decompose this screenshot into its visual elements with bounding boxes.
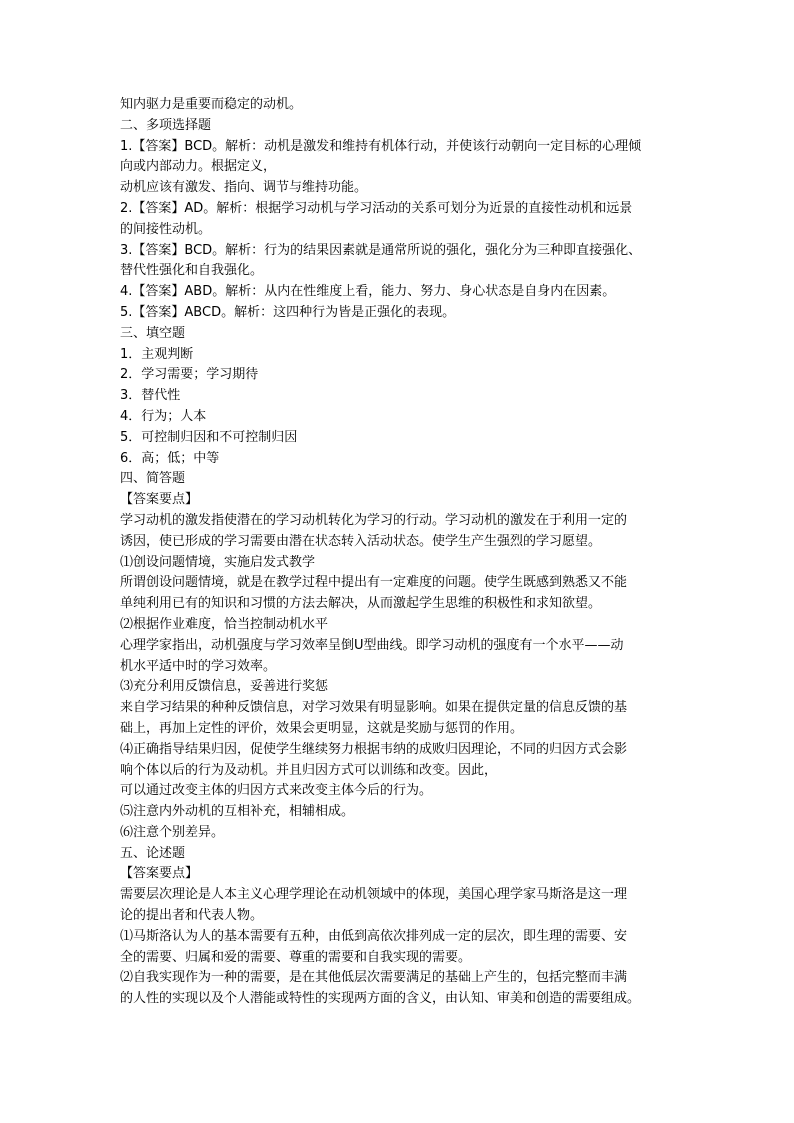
point-heading: ⑵根据作业难度，恰当控制动机水平 (120, 616, 329, 632)
text-line: 可以通过改变主体的归因方式来改变主体今后的行为。 (120, 783, 433, 799)
text-line: 学习动机的激发指使潜在的学习动机转化为学习的行动。学习动机的激发在于利用一定的 (120, 512, 628, 528)
text-line: 替代性强化和自我强化。 (120, 263, 264, 279)
answer-line: 2.【答案】AD。解析：根据学习动机与学习活动的关系可划分为近景的直接性动机和远景 (120, 200, 633, 216)
fill-answer: 6．高；低；中等 (120, 450, 220, 466)
text-line: 全的需要、归属和爱的需要、尊重的需要和自我实现的需要。 (120, 949, 472, 965)
point-heading: ⑴创设问题情境，实施启发式教学 (120, 554, 316, 570)
fill-answer: 4．行为；人本 (120, 408, 207, 424)
text-line: 论的提出者和代表人物。 (120, 908, 264, 924)
text-line: 来自学习结果的种种反馈信息，对学习效果有明显影响。如果在提供定量的信息反馈的基 (120, 700, 628, 716)
point-heading: ⑶充分利用反馈信息，妥善进行奖惩 (120, 679, 329, 695)
fill-answer: 1．主观判断 (120, 346, 194, 362)
text-line: 的人性的实现以及个人潜能或特性的实现两方面的含义，由认知、审美和创造的需要组成。 (120, 991, 641, 1007)
answer-key-heading: 【答案要点】 (120, 866, 199, 882)
point-heading: ⑸注意内外动机的互相补充，相辅相成。 (120, 804, 355, 820)
text-line: 所谓创设问题情境，就是在教学过程中提出有一定难度的问题。使学生既感到熟悉又不能 (120, 575, 628, 591)
answer-line: 4.【答案】ABD。解析：从内在性维度上看，能力、努力、身心状态是自身内在因素。 (120, 284, 616, 300)
answer-line: 1.【答案】BCD。解析：动机是激发和维持有机体行动，并使该行动朝向一定目标的心理倾 (120, 138, 642, 154)
text-line: 向或内部动力。根据定义， (120, 159, 277, 175)
point-heading: ⑹注意个别差异。 (120, 824, 225, 840)
text-line: 的间接性动机。 (120, 221, 212, 237)
answer-key-heading: 【答案要点】 (120, 492, 199, 508)
point-heading: ⑴马斯洛认为人的基本需要有五种，由低到高依次排列成一定的层次，即生理的需要、安 (120, 928, 628, 944)
fill-answer: 3．替代性 (120, 388, 181, 404)
fill-answer: 5．可控制归因和不可控制归因 (120, 429, 298, 445)
section-heading: 二、多项选择题 (120, 117, 212, 133)
text-line: 机水平适中时的学习效率。 (120, 658, 277, 674)
point-heading: ⑷正确指导结果归因，促使学生继续努力根据韦纳的成败归因理论，不同的归因方式会影 (120, 741, 628, 757)
text-line: 动机应该有激发、指向、调节与维持功能。 (120, 180, 368, 196)
document-body (120, 95, 680, 1010)
text-line: 需要层次理论是人本主义心理学理论在动机领域中的体现，美国心理学家马斯洛是这一理 (120, 887, 628, 903)
point-heading: ⑵自我实现作为一种的需要，是在其他低层次需要满足的基础上产生的，包括完整而丰满 (120, 970, 628, 986)
answer-line: 3.【答案】BCD。解析：行为的结果因素就是通常所说的强化，强化分为三种即直接强化、 (120, 242, 642, 258)
answer-line: 5.【答案】ABCD。解析：这四种行为皆是正强化的表现。 (120, 304, 456, 320)
text-line: 础上，再加上定性的评价，效果会更明显，这就是奖励与惩罚的作用。 (120, 720, 524, 736)
text-line: 心理学家指出，动机强度与学习效率呈倒U型曲线。即学习动机的强度有一个水平——动 (120, 637, 624, 653)
fill-answer: 2．学习需要；学习期待 (120, 367, 259, 383)
text-line: 知内驱力是重要而稳定的动机。 (120, 97, 303, 112)
text-line: 响个体以后的行为及动机。并且归因方式可以训练和改变。因此， (120, 762, 498, 778)
text-line: 诱因，使已形成的学习需要由潜在状态转入活动状态。使学生产生强烈的学习愿望。 (120, 533, 602, 549)
section-heading: 五、论述题 (120, 845, 186, 861)
section-heading: 三、填空题 (120, 325, 186, 341)
section-heading: 四、简答题 (120, 471, 186, 487)
text-line: 单纯利用已有的知识和习惯的方法去解决，从而激起学生思维的积极性和求知欲望。 (120, 596, 602, 612)
